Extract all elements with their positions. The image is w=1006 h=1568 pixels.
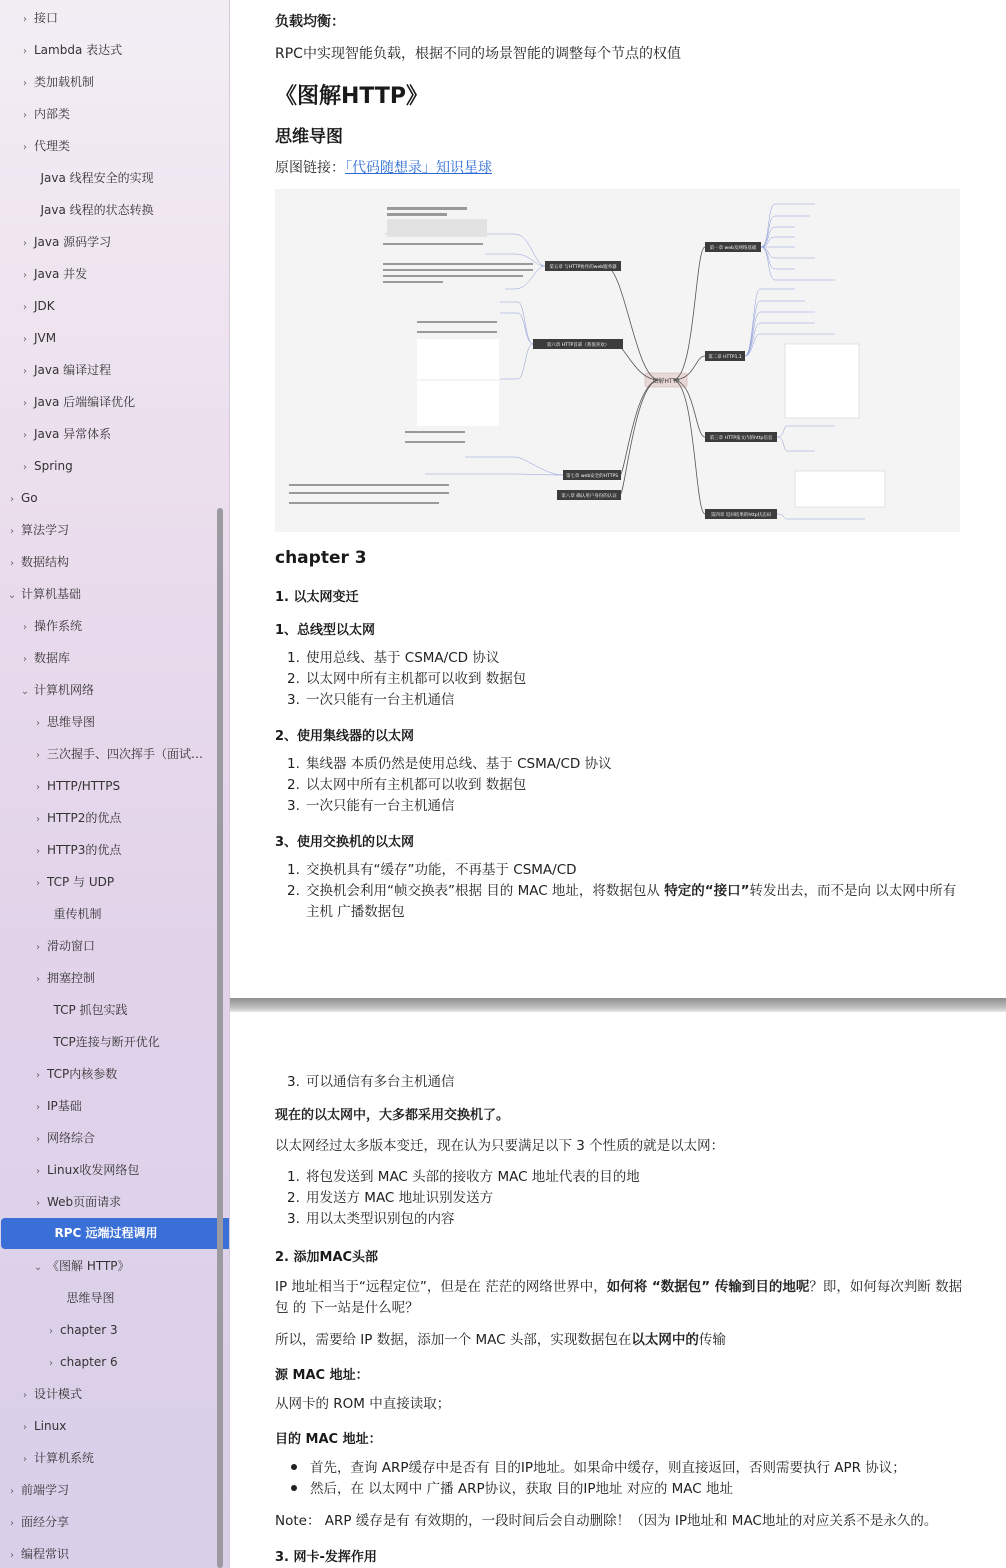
sidebar-item[interactable] [0, 1188, 230, 1216]
sidebar-item[interactable] [0, 164, 230, 192]
sidebar-item[interactable] [0, 1124, 230, 1152]
sidebar-item[interactable] [0, 484, 211, 512]
sidebar-item[interactable] [0, 836, 230, 864]
chevron-right-icon[interactable]: › [23, 462, 27, 473]
sidebar-item[interactable] [0, 644, 224, 672]
sidebar-item-label: Java 后端编译优化 [34, 395, 136, 409]
sidebar-item[interactable] [1, 1218, 230, 1249]
sidebar-item[interactable] [0, 708, 230, 736]
sidebar-item-label: 面经分享 [21, 1515, 70, 1529]
so-paragraph: 所以，需要给 IP 数据，添加一个 MAC 头部，实现数据包在以太网中的传输 [275, 1332, 726, 1348]
mindmap-right-branches [705, 242, 777, 519]
sidebar-item-label: 编程常识 [21, 1547, 70, 1561]
sidebar-item[interactable] [0, 1156, 230, 1184]
list-item: 1. 使用总线、基于 CSMA/CD 协议 [287, 650, 500, 666]
sidebar-item[interactable] [0, 740, 230, 768]
sidebar-item-label: JVM [34, 331, 57, 345]
chevron-right-icon[interactable]: › [36, 1198, 40, 1209]
chevron-right-icon[interactable]: › [23, 238, 27, 249]
sidebar-item-label: TCP 与 UDP [47, 875, 115, 889]
sidebar-item-label: 接口 [34, 11, 59, 25]
chevron-right-icon[interactable]: › [10, 1518, 14, 1529]
dst-mac-title: 目的 MAC 地址： [275, 1432, 382, 1447]
mindmap-branch-r4: 第四章 返回结果的http状态码 [710, 513, 772, 518]
chevron-right-icon[interactable]: › [23, 14, 27, 25]
chevron-right-icon[interactable]: › [23, 430, 27, 441]
chevron-right-icon[interactable]: › [23, 1422, 27, 1433]
sidebar-item[interactable] [0, 1252, 230, 1280]
sidebar-item[interactable] [0, 1508, 211, 1536]
sidebar-item[interactable] [0, 964, 230, 992]
sidebar-item-label: Linux收发网络包 [47, 1163, 140, 1177]
chevron-right-icon[interactable]: › [36, 718, 40, 729]
mindmap-branch-r2: 第二章 HTTP1.1 [708, 355, 742, 360]
chevron-right-icon[interactable]: › [36, 782, 40, 793]
sidebar-item[interactable] [0, 772, 230, 800]
section1a-title: 1、总线型以太网 [275, 623, 376, 638]
chevron-right-icon[interactable]: › [23, 1454, 27, 1465]
sidebar-item-label: 思维导图 [66, 1291, 115, 1305]
chevron-right-icon[interactable]: › [23, 270, 27, 281]
sidebar-item-label: 《图解 HTTP》 [47, 1259, 130, 1273]
mindmap-branch-l4: 第八章 确认用户身份的认证 [561, 494, 617, 499]
sidebar-item-label: 拥塞控制 [47, 971, 96, 985]
src-mac-title: 源 MAC 地址： [275, 1368, 369, 1383]
source-link[interactable]: 「代码随想录」知识星球 [345, 160, 492, 176]
chevron-right-icon[interactable]: › [10, 1550, 14, 1561]
chevron-down-icon[interactable]: ⌄ [20, 686, 30, 697]
sidebar-scrollbar-thumb[interactable] [217, 508, 223, 1568]
book-title: 《图解HTTP》 [275, 84, 429, 109]
sidebar-item[interactable] [0, 36, 224, 64]
main-content [230, 0, 1006, 1568]
sidebar-item-label: 计算机基础 [21, 587, 82, 601]
list-item: 2. 交换机会利用“帧交换表”根据 目的 MAC 地址，将数据包从 特定的“接口”转发出去，而不是向 以太网中所有 [287, 883, 957, 899]
chevron-right-icon[interactable]: › [23, 654, 27, 665]
chevron-right-icon[interactable]: › [23, 334, 27, 345]
sidebar-item-label: Java 编译过程 [34, 363, 112, 377]
sidebar-item-label: chapter 3 [60, 1323, 118, 1337]
chevron-right-icon[interactable]: › [49, 1326, 53, 1337]
sidebar-item[interactable] [0, 932, 230, 960]
sidebar-item-label: Java 异常体系 [34, 427, 112, 441]
sidebar-item[interactable] [0, 1412, 224, 1440]
chevron-right-icon[interactable]: › [23, 398, 27, 409]
chevron-right-icon[interactable]: › [23, 302, 27, 313]
sidebar-item[interactable] [0, 868, 230, 896]
sidebar-item[interactable] [0, 132, 224, 160]
chevron-right-icon[interactable]: › [36, 814, 40, 825]
sidebar-item[interactable] [0, 324, 224, 352]
sidebar-item[interactable] [0, 548, 211, 576]
chevron-right-icon[interactable]: › [23, 46, 27, 57]
ip-paragraph-line2: 包 的 下一站是什么呢？ [275, 1300, 419, 1316]
sidebar-item-label: 网络综合 [47, 1131, 96, 1145]
mindmap-branch-r1: 第一章 web及网络基础 [709, 246, 757, 251]
sidebar-item-label: 数据库 [34, 651, 71, 665]
chevron-right-icon[interactable]: › [49, 1358, 53, 1369]
sidebar [0, 0, 230, 1568]
sidebar-item-label: 数据结构 [21, 555, 70, 569]
sidebar-item[interactable] [0, 100, 224, 128]
sidebar-item-label: Java 线程安全的实现 [40, 171, 154, 185]
note-text: Note： ARP 缓存是有 有效期的，一段时间后会自动删除！（因为 IP地址和 MAC地址的对应关系不是永久的。 [275, 1513, 938, 1529]
sidebar-item-label: Spring [34, 459, 73, 473]
sidebar-item-label: Web页面请求 [47, 1195, 122, 1209]
mindmap-branch-l3: 第七章 web安全的HTTPS [565, 474, 619, 479]
sidebar-item-label: 类加载机制 [34, 75, 95, 89]
sidebar-item-label: RPC 远端过程调用 [54, 1226, 158, 1240]
sidebar-item[interactable] [0, 260, 224, 288]
chevron-right-icon[interactable]: › [36, 750, 40, 761]
now-text: 现在的以太网中，大多都采用交换机了。 [275, 1108, 510, 1123]
sidebar-item[interactable] [0, 1284, 230, 1312]
sidebar-item-label: 前端学习 [21, 1483, 70, 1497]
sidebar-item[interactable] [0, 420, 224, 448]
src-mac-text: 从网卡的 ROM 中直接读取； [275, 1396, 451, 1412]
list-item: 2. 以太网中所有主机都可以收到 数据包 [287, 777, 527, 793]
sidebar-item[interactable] [0, 1316, 230, 1344]
sidebar-item[interactable] [0, 1060, 230, 1088]
sidebar-item-label: Go [21, 491, 38, 505]
sidebar-item-label: TCP连接与断开优化 [53, 1035, 160, 1049]
sidebar-item-label: TCP内核参数 [47, 1067, 118, 1081]
list-item: 3. 一次只能有一台主机通信 [287, 798, 455, 814]
mindmap-text-blocks [289, 207, 885, 507]
section2-title: 2. 添加MAC头部 [275, 1250, 379, 1265]
chevron-right-icon[interactable]: › [10, 558, 14, 569]
sidebar-item-label: 设计模式 [34, 1387, 83, 1401]
mindmap-svg [275, 189, 960, 532]
sidebar-item-label: 滑动窗口 [47, 939, 96, 953]
chevron-right-icon[interactable]: › [23, 142, 27, 153]
sidebar-item[interactable] [0, 900, 230, 928]
sidebar-item[interactable] [0, 356, 224, 384]
sidebar-item-label: 思维导图 [47, 715, 96, 729]
mindmap-image [275, 189, 960, 532]
sidebar-item-label: Java 并发 [34, 267, 88, 281]
sidebar-item[interactable] [0, 1380, 224, 1408]
sidebar-item[interactable] [0, 1348, 230, 1376]
page-break [230, 998, 1006, 1012]
list-item: 1. 将包发送到 MAC 头部的接收方 MAC 地址代表的目的地 [287, 1169, 640, 1185]
ip-paragraph-line1: IP 地址相当于“远程定位”，但是在 茫茫的网络世界中，如何将 “数据包” 传输到目的地呢？即，如何每次判断 数据 [275, 1279, 963, 1295]
sidebar-item[interactable] [0, 612, 224, 640]
sidebar-item-label: 算法学习 [21, 523, 70, 537]
chapter3-title: chapter 3 [275, 548, 367, 568]
chevron-right-icon[interactable]: › [23, 366, 27, 377]
eth-definition: 以太网经过太多版本变迁，现在认为只要满足以下 3 个性质的就是以太网： [275, 1138, 725, 1154]
chevron-right-icon[interactable]: › [36, 1134, 40, 1145]
mindmap-branch-l1: 第五章 与HTTP协作的web服务器 [549, 265, 617, 270]
sidebar-item[interactable] [0, 292, 224, 320]
lb-title: 负载均衡： [275, 14, 345, 30]
chevron-right-icon[interactable]: › [36, 1070, 40, 1081]
section1-title: 1. 以太网变迁 [275, 590, 359, 605]
chevron-right-icon[interactable]: › [36, 1102, 40, 1113]
sidebar-item-label: Linux [34, 1419, 67, 1433]
sidebar-item-label: 计算机网络 [34, 683, 95, 697]
sidebar-item-label: 计算机系统 [34, 1451, 95, 1465]
chevron-right-icon[interactable]: › [23, 110, 27, 121]
list-item: 3. 一次只能有一台主机通信 [287, 692, 455, 708]
lb-text: RPC中实现智能负载，根据不同的场景智能的调整每个节点的权值 [275, 46, 681, 62]
chevron-right-icon[interactable]: › [36, 878, 40, 889]
sidebar-item-label: HTTP/HTTPS [47, 779, 121, 793]
chevron-right-icon[interactable]: › [36, 974, 40, 985]
sidebar-item[interactable] [0, 4, 224, 32]
mindmap-branch-l2: 第六章 HTTP首部（我很喜欢） [546, 343, 610, 348]
list-item-continuation: 主机 广播数据包 [306, 904, 405, 920]
source-prefix: 原图链接： [275, 160, 345, 176]
sidebar-item[interactable] [0, 996, 230, 1024]
chevron-right-icon[interactable]: › [36, 942, 40, 953]
list-item: 3. 可以通信有多台主机通信 [287, 1074, 455, 1090]
chevron-right-icon[interactable]: › [23, 622, 27, 633]
sidebar-item[interactable] [0, 196, 230, 224]
mindmap-branch-r3: 第三章 HTTP报文内的http信息 [709, 436, 773, 441]
sidebar-item-label: Lambda 表达式 [34, 43, 123, 57]
sidebar-item-label: 重传机制 [53, 907, 102, 921]
mindmap-title: 思维导图 [275, 127, 343, 147]
sidebar-item-label: HTTP3的优点 [47, 843, 122, 857]
sidebar-item[interactable] [0, 228, 224, 256]
list-item: 2. 以太网中所有主机都可以收到 数据包 [287, 671, 527, 687]
sidebar-item[interactable] [0, 1028, 230, 1056]
sidebar-item[interactable] [0, 516, 211, 544]
chevron-right-icon[interactable]: › [23, 78, 27, 89]
section1c-title: 3、使用交换机的以太网 [275, 835, 415, 850]
list-item: 1. 集线器 本质仍然是使用总线、基于 CSMA/CD 协议 [287, 756, 612, 772]
chevron-right-icon[interactable]: › [10, 494, 14, 505]
list-item: 2. 用发送方 MAC 地址识别发送方 [287, 1190, 494, 1206]
chevron-right-icon[interactable]: › [36, 1166, 40, 1177]
source-line [275, 158, 492, 179]
mindmap-center-label: 图解HTTP [652, 378, 680, 385]
chevron-down-icon[interactable]: ⌄ [33, 1262, 43, 1273]
chevron-right-icon[interactable]: › [23, 1390, 27, 1401]
sidebar-item[interactable] [0, 580, 211, 608]
sidebar-item[interactable] [0, 804, 230, 832]
sidebar-item[interactable] [0, 1444, 224, 1472]
chevron-right-icon[interactable]: › [36, 846, 40, 857]
sidebar-item-label: chapter 6 [60, 1355, 118, 1369]
sidebar-item-label: Java 源码学习 [34, 235, 112, 249]
section1b-title: 2、使用集线器的以太网 [275, 729, 415, 744]
sidebar-item[interactable] [0, 1540, 211, 1568]
sidebar-item[interactable] [0, 68, 224, 96]
section3-title: 3. 网卡-发挥作用 [275, 1550, 377, 1565]
bullet-item: 首先，查询 ARP缓存中是否有 目的IP地址。如果命中缓存，则直接返回，否则需要执行 APR 协议； [287, 1458, 906, 1479]
sidebar-item[interactable] [0, 676, 224, 704]
chevron-right-icon[interactable]: › [10, 526, 14, 537]
list-item: 3. 用以太类型识别包的内容 [287, 1211, 455, 1227]
sidebar-item-label: 内部类 [34, 107, 71, 121]
chevron-right-icon[interactable]: › [10, 1486, 14, 1497]
sidebar-item-label: 操作系统 [34, 619, 83, 633]
chevron-down-icon[interactable]: ⌄ [7, 590, 17, 601]
sidebar-item-label: Java 线程的状态转换 [40, 203, 154, 217]
sidebar-item[interactable] [0, 1476, 211, 1504]
mindmap-left-branches [533, 261, 623, 500]
sidebar-item[interactable] [0, 388, 224, 416]
bullet-item: 然后，在 以太网中 广播 ARP协议，获取 目的IP地址 对应的 MAC 地址 [287, 1479, 733, 1500]
sidebar-item[interactable] [0, 1092, 230, 1120]
list-item: 1. 交换机具有“缓存”功能，不再基于 CSMA/CD [287, 862, 577, 878]
sidebar-item-label: TCP 抓包实践 [53, 1003, 128, 1017]
sidebar-item-label: JDK [34, 299, 55, 313]
sidebar-item[interactable] [0, 452, 224, 480]
sidebar-item-label: HTTP2的优点 [47, 811, 122, 825]
sidebar-item-label: IP基础 [47, 1099, 82, 1113]
sidebar-item-label: 代理类 [34, 139, 71, 153]
sidebar-item-label: 三次握手、四次挥手（面试… [47, 747, 204, 761]
